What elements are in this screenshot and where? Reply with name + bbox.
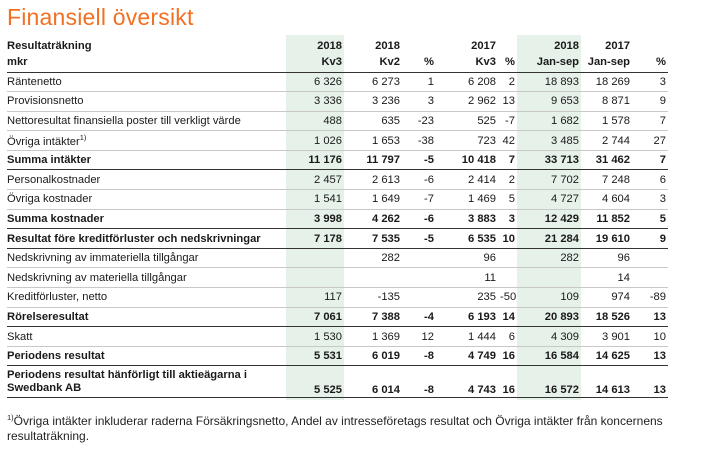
header-cell (402, 35, 436, 53)
table-cell: 14 (498, 307, 517, 327)
table-cell: 10 (498, 229, 517, 249)
row-label-text: Räntenetto (7, 75, 62, 88)
table-cell: 6 273 (344, 72, 402, 92)
row-label (7, 346, 286, 366)
table-cell: 6 014 (344, 366, 402, 398)
table-cell: 3 (632, 190, 668, 210)
row-label-text: Nedskrivning av materiella tillgångar (7, 271, 187, 284)
table-cell: 18 526 (581, 307, 632, 327)
table-cell: 2 (498, 72, 517, 92)
table-cell: 3 336 (286, 92, 344, 112)
table-cell: 1 649 (344, 190, 402, 210)
table-cell: 21 284 (517, 229, 581, 249)
table-cell: 1 026 (286, 131, 344, 151)
table-cell: 6 019 (344, 346, 402, 366)
row-label (7, 268, 286, 288)
table-cell: 5 (632, 209, 668, 229)
table-cell: 19 610 (581, 229, 632, 249)
header-cell: 2017 (471, 39, 496, 52)
table-cell: 9 (632, 229, 668, 249)
table-body (7, 72, 668, 398)
table-cell: 235 (436, 288, 498, 308)
table-cell: 1 469 (436, 190, 498, 210)
table-row (7, 366, 668, 398)
row-label-text: Övriga intäkter (7, 136, 80, 149)
table-cell (632, 248, 668, 268)
row-label (7, 92, 286, 112)
table-cell: 3 998 (286, 209, 344, 229)
table-cell: 9 653 (517, 92, 581, 112)
table-cell: 3 883 (436, 209, 498, 229)
row-label (7, 229, 286, 249)
page-title: Finansiell översikt (7, 4, 194, 30)
table-cell: 1 653 (344, 131, 402, 151)
table-cell: 4 749 (436, 346, 498, 366)
table-cell: 16 572 (517, 366, 581, 398)
table-cell: 2 613 (344, 170, 402, 190)
row-label (7, 248, 286, 268)
row-label-text: Summa intäkter (7, 154, 91, 167)
table-cell: 6 (498, 327, 517, 347)
table-cell: 6 326 (286, 72, 344, 92)
table-cell: 18 269 (581, 72, 632, 92)
row-label (7, 190, 286, 210)
table-cell: 13 (632, 307, 668, 327)
table-cell: 6 193 (436, 307, 498, 327)
table-cell: 1 682 (517, 111, 581, 131)
table-cell: 1 (402, 72, 436, 92)
table-cell: 3 (498, 209, 517, 229)
row-label (7, 288, 286, 308)
table-cell: -5 (402, 150, 436, 170)
footnote (7, 410, 697, 444)
table-cell (517, 268, 581, 288)
header-cell: 2018 (375, 39, 400, 52)
table-cell: 5 (498, 190, 517, 210)
table-cell: 9 (632, 92, 668, 112)
row-label (7, 209, 286, 229)
table-cell: 4 743 (436, 366, 498, 398)
table-cell: 31 462 (581, 150, 632, 170)
table-cell: 6 535 (436, 229, 498, 249)
table-cell: -6 (402, 170, 436, 190)
table-row (7, 327, 668, 347)
table-cell: 2 744 (581, 131, 632, 151)
table-cell: 2 (498, 170, 517, 190)
table-cell: 2 962 (436, 92, 498, 112)
table-cell: 6 (632, 170, 668, 190)
header-row-year (7, 35, 668, 53)
table-cell: 525 (436, 111, 498, 131)
row-label (7, 327, 286, 347)
table-cell: 13 (632, 346, 668, 366)
row-label-text: Nettoresultat finansiella poster till verkligt värde (7, 114, 241, 127)
row-label (7, 366, 286, 398)
table-row (7, 111, 668, 131)
table-cell: 16 (498, 366, 517, 398)
table-cell (402, 248, 436, 268)
table-cell: 1 541 (286, 190, 344, 210)
table-cell: 27 (632, 131, 668, 151)
table-cell: 10 (632, 327, 668, 347)
table-cell: 635 (344, 111, 402, 131)
income-statement-table-wrapper (7, 35, 668, 398)
table-cell (498, 248, 517, 268)
table-cell: 109 (517, 288, 581, 308)
header-cell: 2018 (554, 39, 579, 52)
header-cell: mkr (7, 53, 286, 72)
table-cell: 11 176 (286, 150, 344, 170)
table-cell: 723 (436, 131, 498, 151)
row-label-text: Periodens resultat hänförligt till aktieägarna i (7, 368, 247, 381)
header-row-period (7, 53, 668, 72)
table-row (7, 346, 668, 366)
table-row (7, 248, 668, 268)
table-cell: 4 604 (581, 190, 632, 210)
table-cell: -8 (402, 346, 436, 366)
header-cell: Kv2 (344, 53, 402, 72)
row-label (7, 72, 286, 92)
table-cell (402, 268, 436, 288)
header-cell: Resultaträkning (7, 39, 92, 52)
table-cell: 14 625 (581, 346, 632, 366)
table-cell: -4 (402, 307, 436, 327)
table-cell: 18 893 (517, 72, 581, 92)
row-label-text: Summa kostnader (7, 212, 104, 225)
header-cell: % (498, 53, 517, 72)
table-cell (344, 268, 402, 288)
row-label (7, 170, 286, 190)
table-cell (498, 268, 517, 288)
table-cell (286, 248, 344, 268)
table-cell: 2 457 (286, 170, 344, 190)
table-cell (632, 268, 668, 288)
table-row (7, 170, 668, 190)
table-cell: -89 (632, 288, 668, 308)
header-cell: % (402, 53, 436, 72)
table-row (7, 150, 668, 170)
table-cell: 33 713 (517, 150, 581, 170)
row-label (7, 307, 286, 327)
table-cell: -8 (402, 366, 436, 398)
table-row (7, 307, 668, 327)
table-row (7, 131, 668, 151)
row-label (7, 131, 286, 151)
table-cell: -6 (402, 209, 436, 229)
header-cell (632, 35, 668, 53)
table-row (7, 190, 668, 210)
table-cell: 2 414 (436, 170, 498, 190)
footnote-reference: 1) (79, 133, 87, 143)
table-cell: 3 236 (344, 92, 402, 112)
row-label-text: Nedskrivning av immateriella tillgångar (7, 252, 199, 265)
table-cell: 5 531 (286, 346, 344, 366)
header-cell: Jan-sep (581, 53, 632, 72)
table-row (7, 229, 668, 249)
table-cell: 3 901 (581, 327, 632, 347)
table-cell: 3 485 (517, 131, 581, 151)
table-cell: 42 (498, 131, 517, 151)
table-cell: 974 (581, 288, 632, 308)
table-cell: 11 852 (581, 209, 632, 229)
table-cell: -50 (498, 288, 517, 308)
table-cell: 5 525 (286, 366, 344, 398)
row-label-text: Resultat före kreditförluster och nedskrivningar (7, 232, 261, 245)
row-label-text: Övriga kostnader (7, 193, 93, 206)
table-cell: 11 797 (344, 150, 402, 170)
table-cell: 16 584 (517, 346, 581, 366)
table-cell: -7 (402, 190, 436, 210)
footnote-text: Övriga intäkter inkluderar raderna Försäkringsnetto, Andel av intresseföretags resultat och Övriga intäkter från koncernens resultaträkning. (7, 414, 663, 443)
table-row (7, 72, 668, 92)
row-label-text: Skatt (7, 330, 33, 343)
table-cell: 7 (498, 150, 517, 170)
header-cell: 2018 (317, 39, 342, 52)
table-cell: 7 061 (286, 307, 344, 327)
table-cell: 4 727 (517, 190, 581, 210)
table-cell: 7 (632, 111, 668, 131)
table-cell: 96 (581, 248, 632, 268)
row-label-text: Rörelseresultat (7, 310, 89, 323)
table-cell: 6 208 (436, 72, 498, 92)
header-cell: Kv3 (436, 53, 498, 72)
row-label (7, 150, 286, 170)
table-cell: 1 444 (436, 327, 498, 347)
row-label (7, 111, 286, 131)
header-cell: % (632, 53, 668, 72)
table-cell: 4 262 (344, 209, 402, 229)
table-row (7, 268, 668, 288)
table-cell: 14 613 (581, 366, 632, 398)
row-label-text-continued: Swedbank AB (7, 381, 82, 394)
table-cell: 7 388 (344, 307, 402, 327)
table-cell: 3 (632, 72, 668, 92)
row-label-text: Kreditförluster, netto (7, 291, 108, 304)
table-row (7, 92, 668, 112)
table-cell: 13 (632, 366, 668, 398)
table-cell: 488 (286, 111, 344, 131)
row-label-text: Periodens resultat (7, 350, 105, 363)
table-cell: 10 418 (436, 150, 498, 170)
header-cell (498, 35, 517, 53)
table-cell: 1 369 (344, 327, 402, 347)
header-cell: 2017 (605, 39, 630, 52)
table-cell: 12 (402, 327, 436, 347)
table-cell: 16 (498, 346, 517, 366)
table-cell: 96 (436, 248, 498, 268)
table-cell: 7 (632, 150, 668, 170)
table-cell: 117 (286, 288, 344, 308)
table-cell: 7 248 (581, 170, 632, 190)
header-cell: Jan-sep (517, 53, 581, 72)
table-cell: 7 535 (344, 229, 402, 249)
income-statement-table (7, 35, 668, 398)
table-cell: 3 (402, 92, 436, 112)
table-cell: 7 702 (517, 170, 581, 190)
table-cell: -38 (402, 131, 436, 151)
table-cell (286, 268, 344, 288)
table-cell: 282 (344, 248, 402, 268)
footnote-marker: 1) (7, 413, 14, 422)
table-cell: -135 (344, 288, 402, 308)
table-row (7, 209, 668, 229)
table-cell: 20 893 (517, 307, 581, 327)
table-cell: 13 (498, 92, 517, 112)
table-cell: 11 (436, 268, 498, 288)
row-label-text: Provisionsnetto (7, 95, 84, 108)
table-cell: 7 178 (286, 229, 344, 249)
table-cell (402, 288, 436, 308)
table-cell: 14 (581, 268, 632, 288)
row-label-text: Personalkostnader (7, 173, 101, 186)
table-header (7, 35, 668, 72)
header-cell: Kv3 (286, 53, 344, 72)
table-cell: 12 429 (517, 209, 581, 229)
table-cell: 282 (517, 248, 581, 268)
table-cell: 1 578 (581, 111, 632, 131)
table-cell: -7 (498, 111, 517, 131)
table-cell: 8 871 (581, 92, 632, 112)
table-cell: -5 (402, 229, 436, 249)
table-row (7, 288, 668, 308)
table-cell: 1 530 (286, 327, 344, 347)
table-cell: 4 309 (517, 327, 581, 347)
table-cell: -23 (402, 111, 436, 131)
